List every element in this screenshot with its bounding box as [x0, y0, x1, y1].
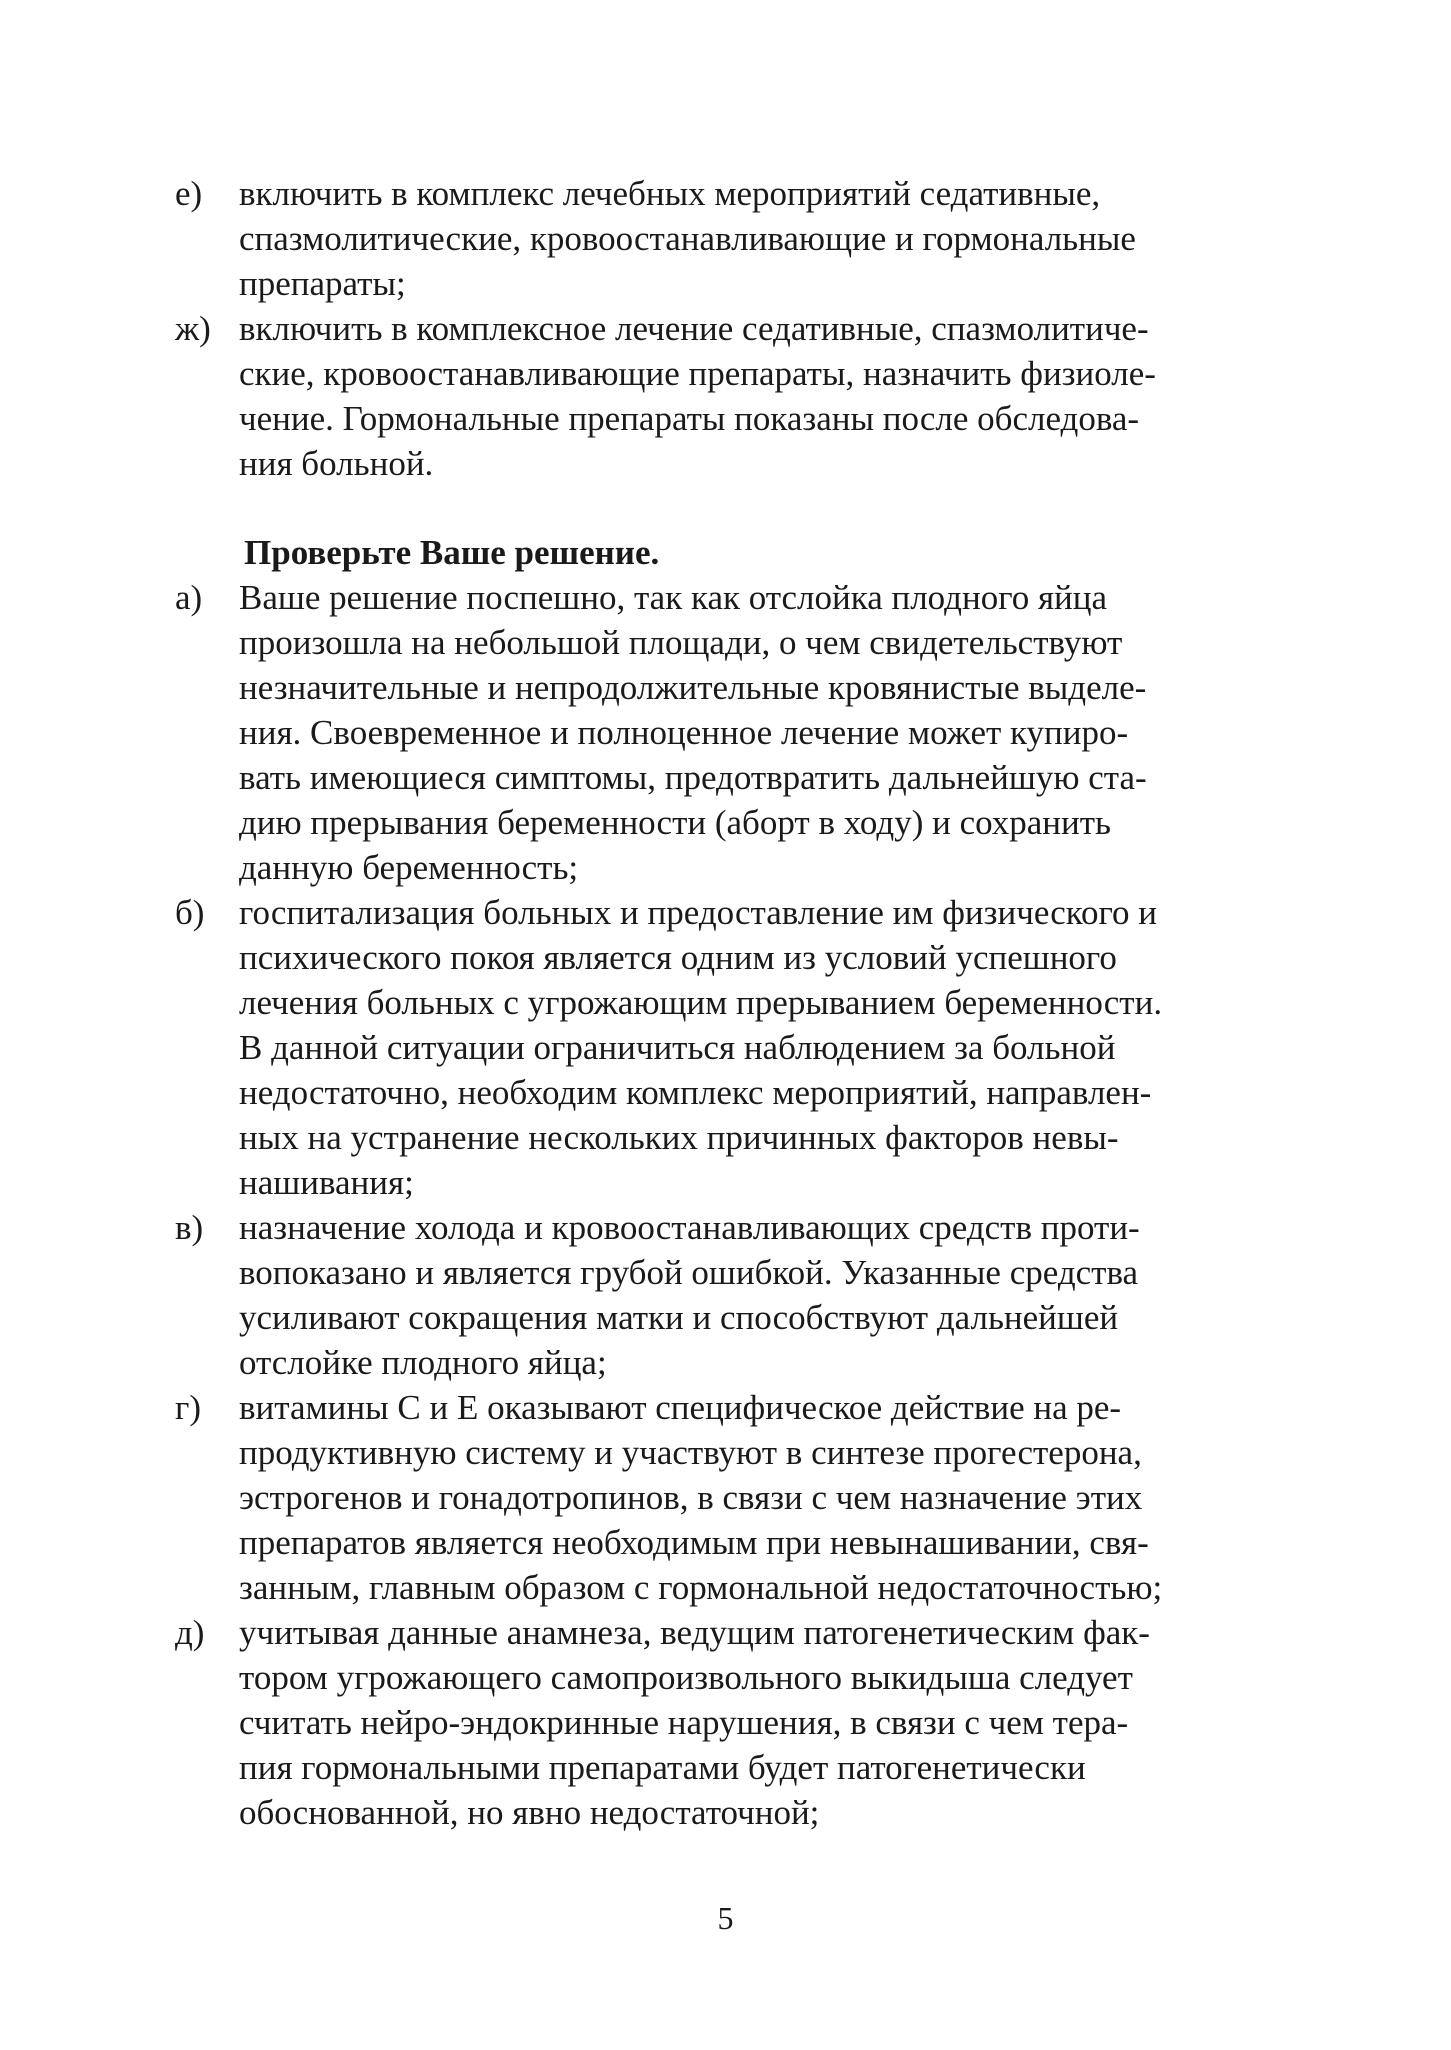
text-line: учитывая данные анамнеза, ведущим патогенетическим фак- [239, 1613, 1150, 1652]
text-line: вать имеющиеся симптомы, предотвратить дальнейшую ста- [239, 758, 1147, 797]
text-line: усиливают сокращения матки и способствуют дальнейшей [239, 1298, 1119, 1337]
text-line: отслойке плодного яйца; [239, 1343, 607, 1382]
answer-marker: д) [175, 1613, 205, 1652]
option-text [239, 306, 1272, 486]
text-line: пия гормональными препаратами будет патогенетически [239, 1748, 1086, 1787]
answer-marker: а) [175, 578, 203, 617]
answer-text [239, 890, 1272, 1205]
text-line: занным, главным образом с гормональной недостаточностью; [239, 1568, 1163, 1607]
text-line: препараты; [239, 264, 406, 303]
text-line: включить в комплекс лечебных мероприятий седативные, [239, 174, 1101, 213]
text-line: дию прерывания беременности (аборт в ходу) и сохранить [239, 803, 1111, 842]
answer-check-list [0, 575, 1451, 1835]
answer-text [239, 1385, 1272, 1610]
answer-item-a [0, 575, 1451, 890]
option-marker: ж) [175, 309, 211, 348]
option-item-zh [0, 306, 1451, 486]
text-line: психического покоя является одним из условий успешного [239, 938, 1117, 977]
text-line: В данной ситуации ограничиться наблюдением за больной [239, 1028, 1116, 1067]
answer-item-b [0, 890, 1451, 1205]
text-line: ские, кровоостанавливающие препараты, назначить физиоле- [239, 354, 1156, 393]
text-line: незначительные и непродолжительные кровянистые выделе- [239, 668, 1147, 707]
answer-text [239, 1610, 1272, 1835]
text-line: эстрогенов и гонадотропинов, в связи с чем назначение этих [239, 1478, 1143, 1517]
text-line: Ваше решение поспешно, так как отслойка плодного яйца [239, 578, 1108, 617]
text-line: нашивания; [239, 1163, 414, 1202]
answer-text [239, 1205, 1272, 1385]
answer-marker: б) [175, 893, 205, 932]
answer-item-g [0, 1385, 1451, 1610]
text-line: спазмолитические, кровоостанавливающие и гормональные [239, 219, 1136, 258]
text-line: витамины С и Е оказывают специфическое действие на ре- [239, 1388, 1122, 1427]
text-line: данную беременность; [239, 848, 579, 887]
text-line: госпитализация больных и предоставление им физического и [239, 893, 1157, 932]
text-line: включить в комплексное лечение седативные, спазмолитиче- [239, 309, 1149, 348]
answer-marker: в) [175, 1208, 204, 1247]
text-line: обоснованной, но явно недостаточной; [239, 1793, 820, 1832]
text-line: назначение холода и кровоостанавливающих средств проти- [239, 1208, 1140, 1247]
option-marker: е) [175, 174, 203, 213]
page-number: 5 [717, 1900, 734, 1936]
text-line: ния больной. [239, 444, 434, 483]
text-line: ных на устранение нескольких причинных факторов невы- [239, 1118, 1119, 1157]
option-item-e [0, 171, 1451, 306]
answer-item-d [0, 1610, 1451, 1835]
text-line: произошла на небольшой площади, о чем свидетельствуют [239, 623, 1123, 662]
text-line: недостаточно, необходим комплекс мероприятий, направлен- [239, 1073, 1152, 1112]
section-heading: Проверьте Ваше решение. [244, 533, 660, 572]
text-line: вопоказано и является грубой ошибкой. Указанные средства [239, 1253, 1139, 1292]
text-line: продуктивную систему и участвуют в синтезе прогестерона, [239, 1433, 1142, 1472]
answer-text [239, 575, 1272, 890]
answer-marker: г) [175, 1388, 202, 1427]
text-line: считать нейро-эндокринные нарушения, в связи с чем тера- [239, 1703, 1129, 1742]
text-line: лечения больных с угрожающим прерыванием беременности. [239, 983, 1163, 1022]
option-text [239, 171, 1272, 306]
text-line: препаратов является необходимым при невынашивании, свя- [239, 1523, 1149, 1562]
answer-item-v [0, 1205, 1451, 1385]
text-line: тором угрожающего самопроизвольного выкидыша следует [239, 1658, 1133, 1697]
text-line: чение. Гормональные препараты показаны после обследова- [239, 399, 1140, 438]
text-line: ния. Своевременное и полноценное лечение может купиро- [239, 713, 1129, 752]
options-list-continued [0, 171, 1451, 486]
